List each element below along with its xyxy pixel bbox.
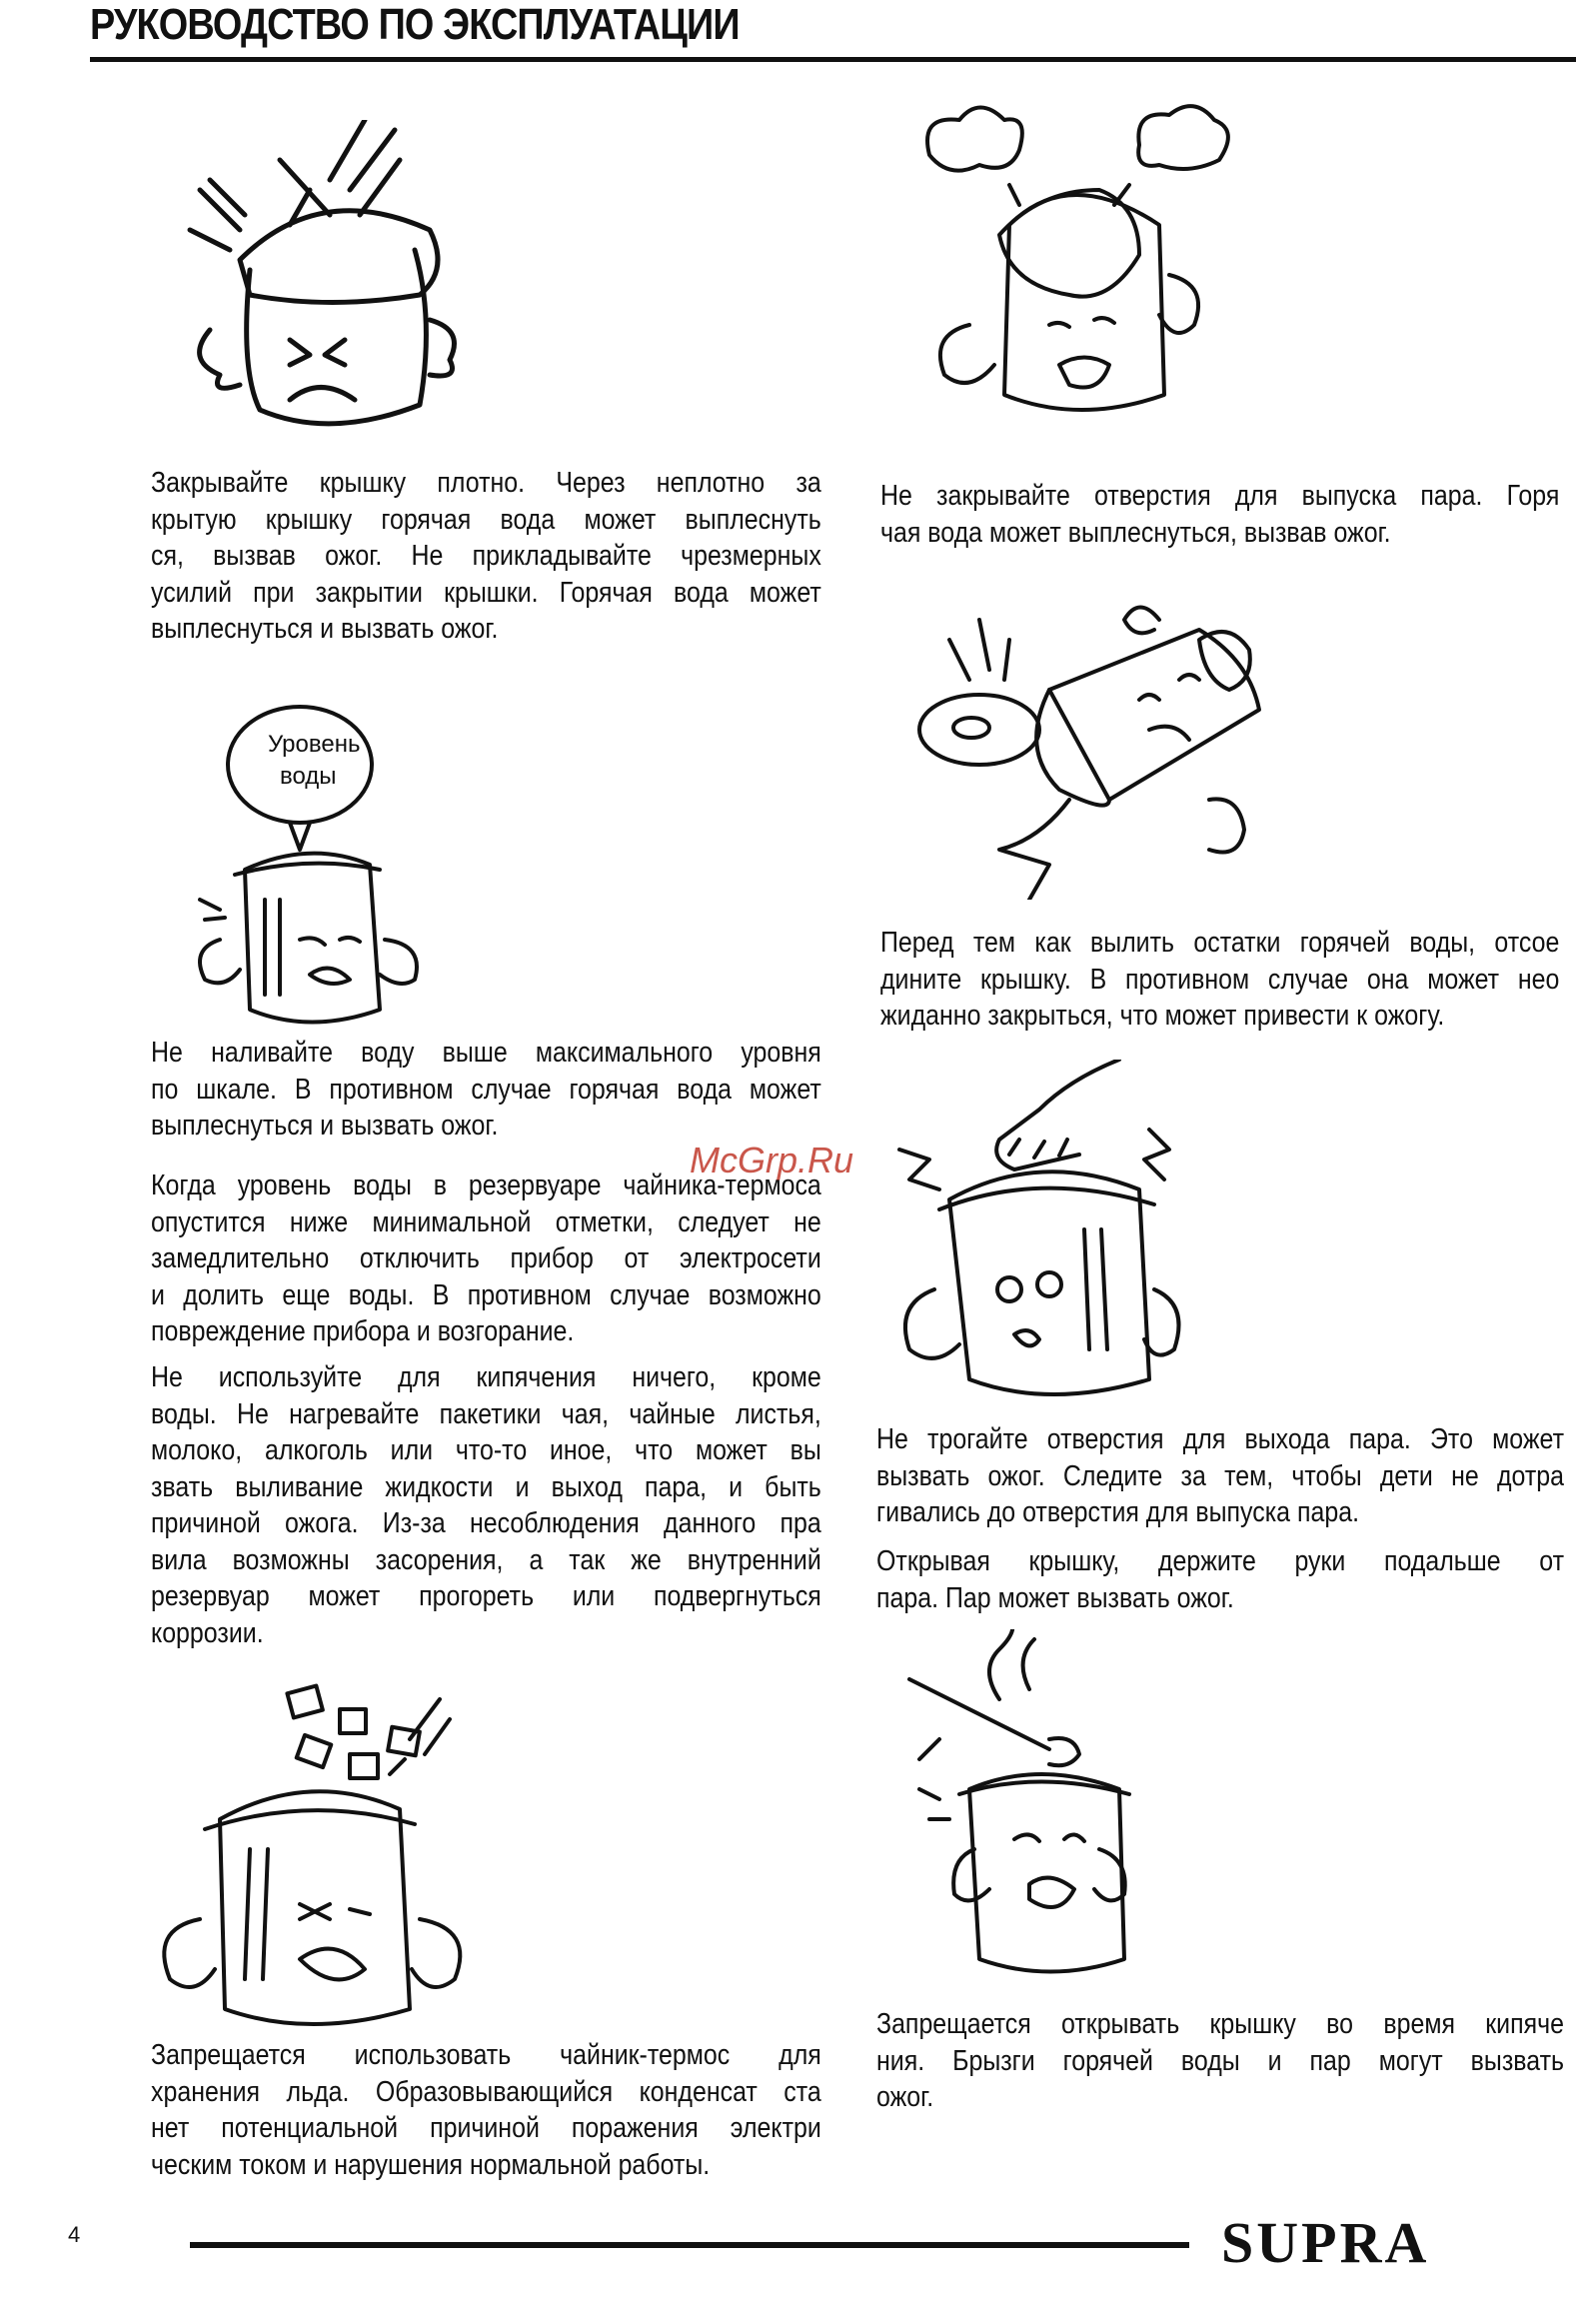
text-line: гивались до отверстия для выпуска пара. — [876, 1496, 1359, 1528]
text-line: замедлительно отключить прибор от электросети — [151, 1242, 821, 1274]
kettle-overfill-illustration — [180, 690, 450, 1030]
text-line: вила возможны засорения, а так же внутренний — [151, 1543, 821, 1576]
left-paragraph-5 — [151, 2037, 821, 2183]
kettle-touch-vent-illustration — [889, 1060, 1189, 1409]
text-line: Не закрывайте отверстия для выпуска пара. Горя — [880, 480, 1560, 512]
text-line: нет потенциальной причиной поражения электри — [151, 2112, 821, 2144]
watermark: McGrp.Ru — [690, 1140, 854, 1180]
left-paragraph-2 — [151, 1035, 821, 1145]
left-paragraph-1 — [151, 465, 821, 648]
text-line: чая вода может выплеснуться, вызвав ожог. — [880, 516, 1391, 549]
text-line: ния. Брызги горячей воды и пар могут вызвать — [876, 2044, 1564, 2077]
text-line: вызвать ожог. Следите за тем, чтобы дети не дотра — [876, 1459, 1564, 1492]
text-line: пара. Пар может вызвать ожог. — [876, 1581, 1234, 1614]
page-title: РУКОВОДСТВО ПО ЭКСПЛУАТАЦИИ — [90, 0, 740, 49]
text-line: усилий при закрытии крышки. Горячая вода может — [151, 576, 821, 609]
right-paragraph-5 — [876, 2006, 1564, 2116]
text-line: молоко, алкоголь или что-то иное, что может вы — [151, 1434, 821, 1466]
text-line: и долить еще воды. В противном случае возможно — [151, 1278, 821, 1311]
header-divider — [90, 57, 1576, 62]
kettle-steam-cover-illustration — [909, 95, 1239, 455]
text-line: Не используйте для кипячения ничего, кроме — [151, 1361, 821, 1393]
right-paragraph-1 — [880, 478, 1559, 551]
text-line: причиной ожога. Из-за несоблюдения данного пра — [151, 1507, 821, 1539]
text-line: Закрывайте крышку плотно. Через неплотно за — [151, 467, 821, 499]
text-line: выплеснуться и вызвать ожог. — [151, 613, 499, 645]
text-line: Открывая крышку, держите руки подальше от — [876, 1545, 1564, 1577]
text-line: дините крышку. В противном случае она может нео — [880, 963, 1560, 996]
bubble-line-1: Уровень — [268, 731, 361, 758]
text-line: опустится ниже минимальной отметки, следует не — [151, 1205, 821, 1238]
text-line: резервуар может прогореть или подвергнуться — [151, 1580, 821, 1612]
text-line: ожог. — [876, 2081, 934, 2113]
text-line: Не наливайте воду выше максимального уровня — [151, 1037, 821, 1069]
text-line: коррозии. — [151, 1616, 264, 1649]
kettle-ice-illustration — [150, 1679, 480, 2039]
bubble-line-2: воды — [280, 763, 337, 790]
text-line: звать выливание жидкости и выход пара, и быть — [151, 1470, 821, 1503]
text-line: воды. Не нагревайте пакетики чая, чайные листья, — [151, 1397, 821, 1430]
page-number: 4 — [68, 2222, 81, 2247]
brand-logo: SUPRA — [1221, 2210, 1430, 2275]
right-paragraph-4 — [876, 1543, 1564, 1616]
text-line: Запрещается использовать чайник-термос для — [151, 2039, 821, 2071]
text-line: Запрещается открывать крышку во время кипяче — [876, 2008, 1564, 2040]
left-paragraph-4 — [151, 1359, 821, 1651]
kettle-pour-illustration — [909, 600, 1269, 900]
text-line: ческим током и нарушения нормальной работы. — [151, 2148, 711, 2181]
text-line: выплеснуться и вызвать ожог. — [151, 1110, 499, 1142]
right-paragraph-3 — [876, 1421, 1564, 1531]
text-line: хранения льда. Образовывающийся конденсат ста — [151, 2075, 821, 2108]
text-line: Не трогайте отверстия для выхода пара. Это может — [876, 1423, 1564, 1455]
text-line: повреждение прибора и возгорание. — [151, 1315, 575, 1347]
right-paragraph-2 — [880, 925, 1559, 1035]
text-line: крытую крышку горячая вода может выплеснуть — [151, 503, 821, 536]
text-line: ся, вызвав ожог. Не прикладывайте чрезмерных — [151, 540, 821, 572]
kettle-open-lid-steam-illustration — [899, 1629, 1159, 1979]
left-paragraph-3 — [151, 1167, 821, 1350]
kettle-lid-hit-illustration — [170, 120, 460, 440]
text-line: Перед тем как вылить остатки горячей воды, отсое — [880, 927, 1560, 959]
text-line: жиданно закрыться, что может привести к ожогу. — [880, 1000, 1445, 1032]
footer-divider — [190, 2242, 1189, 2248]
text-line: Когда уровень воды в резервуаре чайника-термоса — [151, 1169, 821, 1201]
text-line: по шкале. В противном случае горячая вода может — [151, 1073, 821, 1106]
